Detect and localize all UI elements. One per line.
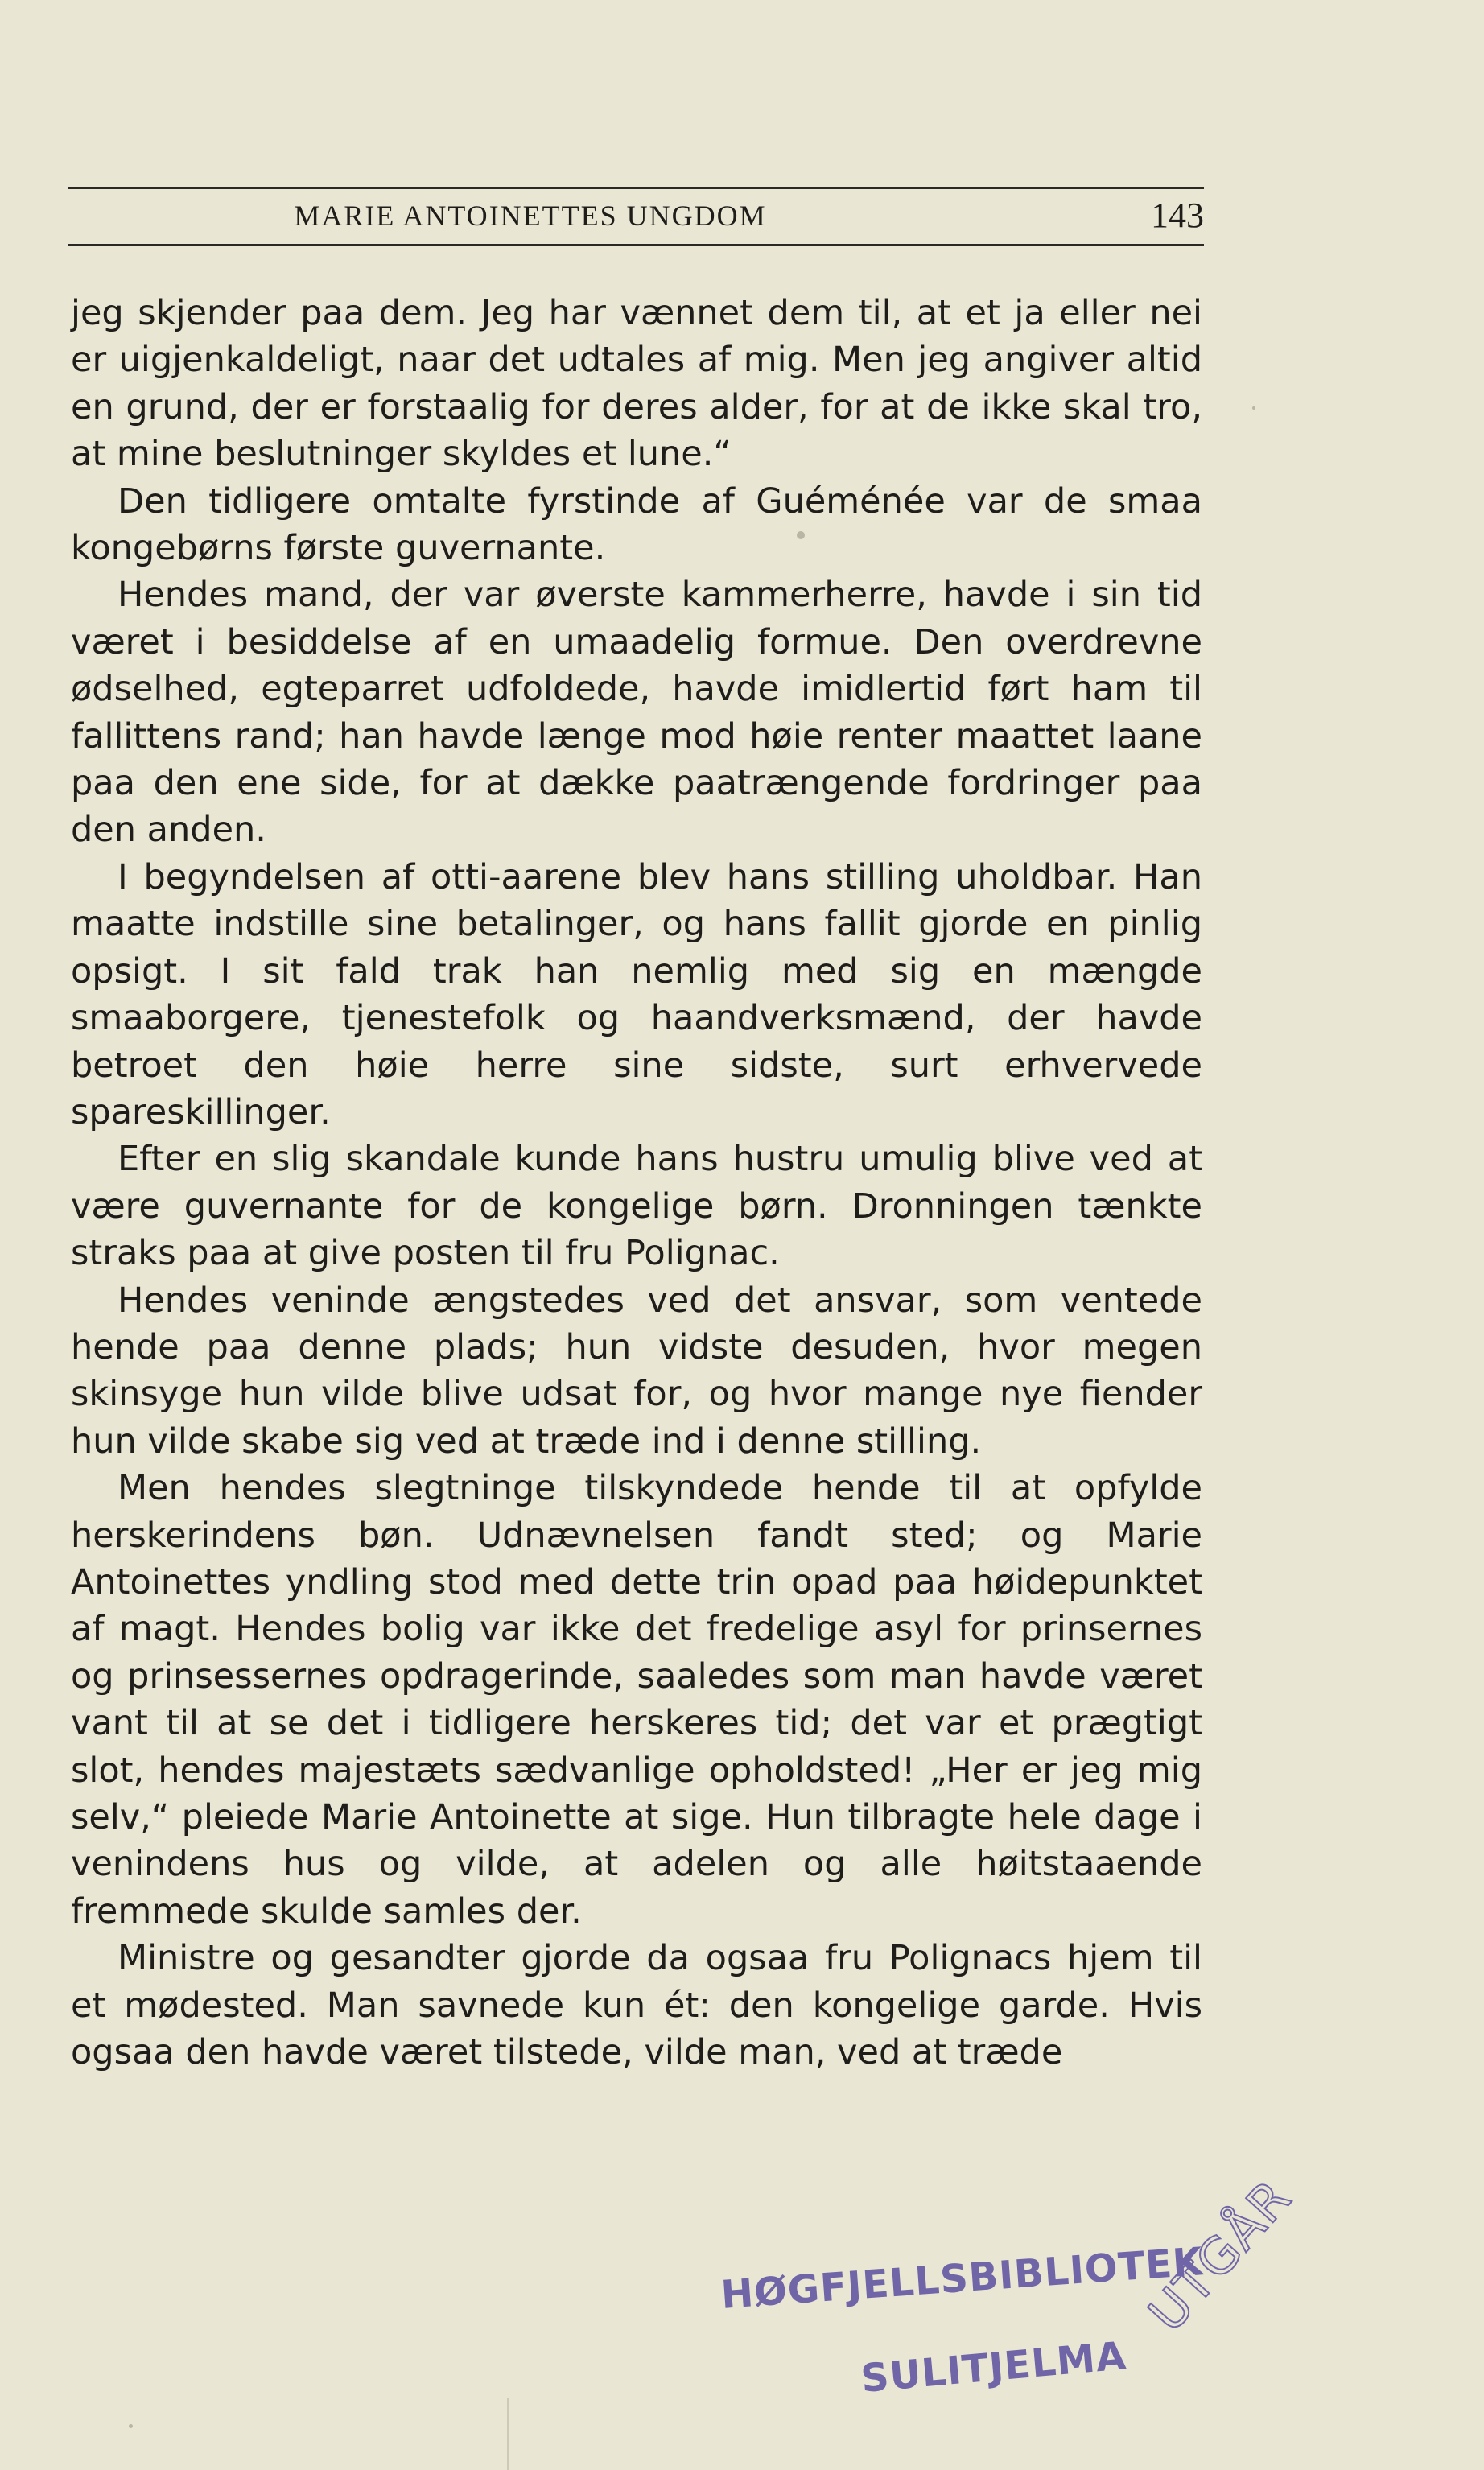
- stamp-withdrawn-mark: UTGÅR: [1136, 2167, 1303, 2343]
- paragraph-1: jeg skjender paa dem. Jeg har vænnet dem til, at et ja eller nei er uigjenkaldeligt, naar det udtales af mig. Men jeg angiver altid en grund, der er forstaalig for deres alder, for at de ikke skal tro, at mine beslutninger skyldes et lune.“: [71, 293, 1202, 475]
- paragraph-5: Efter en slig skandale kunde hans hustru umulig blive ved at være guvernante for de kongelige børn. Dronningen tænkte straks paa at give posten til fru Polignac.: [71, 1139, 1202, 1274]
- body-text: [71, 290, 1202, 2076]
- paragraph-2: Den tidligere omtalte fyrstinde af Guéménée var de smaa kongebørns første guvernante.: [71, 480, 1202, 569]
- library-stamp: [708, 2167, 1352, 2447]
- paper-speck: [129, 2424, 133, 2428]
- header-rule-top: [68, 187, 1204, 189]
- running-title: MARIE ANTOINETTES UNGDOM: [294, 200, 767, 232]
- page-number: 143: [1151, 196, 1204, 235]
- page-edge-mark: [507, 2398, 509, 2470]
- paragraph-6: Hendes veninde ængstedes ved det ansvar, som ventede hende paa denne plads; hun vidste desuden, hvor megen skinsyge hun vilde blive udsat for, og hvor mange nye fiender hun vilde skabe sig ved at træde ind i denne stilling.: [71, 1280, 1202, 1462]
- paragraph-8: Ministre og gesandter gjorde da ogsaa fru Polignacs hjem til et mødested. Man savnede kun ét: den kongelige garde. Hvis ogsaa den havde været tilstede, vilde man, ved at træde: [71, 1938, 1202, 2073]
- paper-speck: [797, 531, 805, 539]
- paper-speck: [1252, 406, 1255, 410]
- paragraph-7: Men hendes slegtninge tilskyndede hende til at opfylde herskerindens bøn. Udnævnelsen fandt sted; og Marie Antoinettes yndling stod med dette trin opad paa høidepunktet af magt. Hendes bolig var ikke det fredelige asyl for prinsernes og prinsessernes opdragerinde, saaledes som man havde været vant til at se det i tidligere herskeres tid; det var et prægtigt slot, hendes majestæts sædvanlige opholdsted! „Her er jeg mig selv,“ pleiede Marie Antoinette at sige. Hun tilbragte hele dage i venindens hus og vilde, at adelen og alle høitstaaende fremmede skulde samles der.: [71, 1468, 1202, 1932]
- paragraph-3: Hendes mand, der var øverste kammerherre, havde i sin tid været i besiddelse af en umaadelig formue. Den overdrevne ødselhed, egteparret udfoldede, havde imidlertid ført ham til fallittens rand; han havde længe mod høie renter maattet laane paa den ene side, for at dække paatrængende fordringer paa den anden.: [71, 575, 1202, 851]
- running-head: [68, 193, 1204, 238]
- header-rule-bottom: [68, 244, 1204, 246]
- paragraph-4: I begyndelsen af otti-aarene blev hans stilling uholdbar. Han maatte indstille sine betalinger, og hans fallit gjorde en pinlig opsigt. I sit fald trak han nemlig med sig en mængde smaaborgere, tjenestefolk og haandverksmænd, der havde betroet den høie herre sine sidste, surt erhvervede spareskillinger.: [71, 856, 1202, 1132]
- stamp-library-name: HØGFJELLSBIBLIOTEK: [719, 2239, 1206, 2318]
- stamp-location: SULITJELMA: [859, 2333, 1129, 2402]
